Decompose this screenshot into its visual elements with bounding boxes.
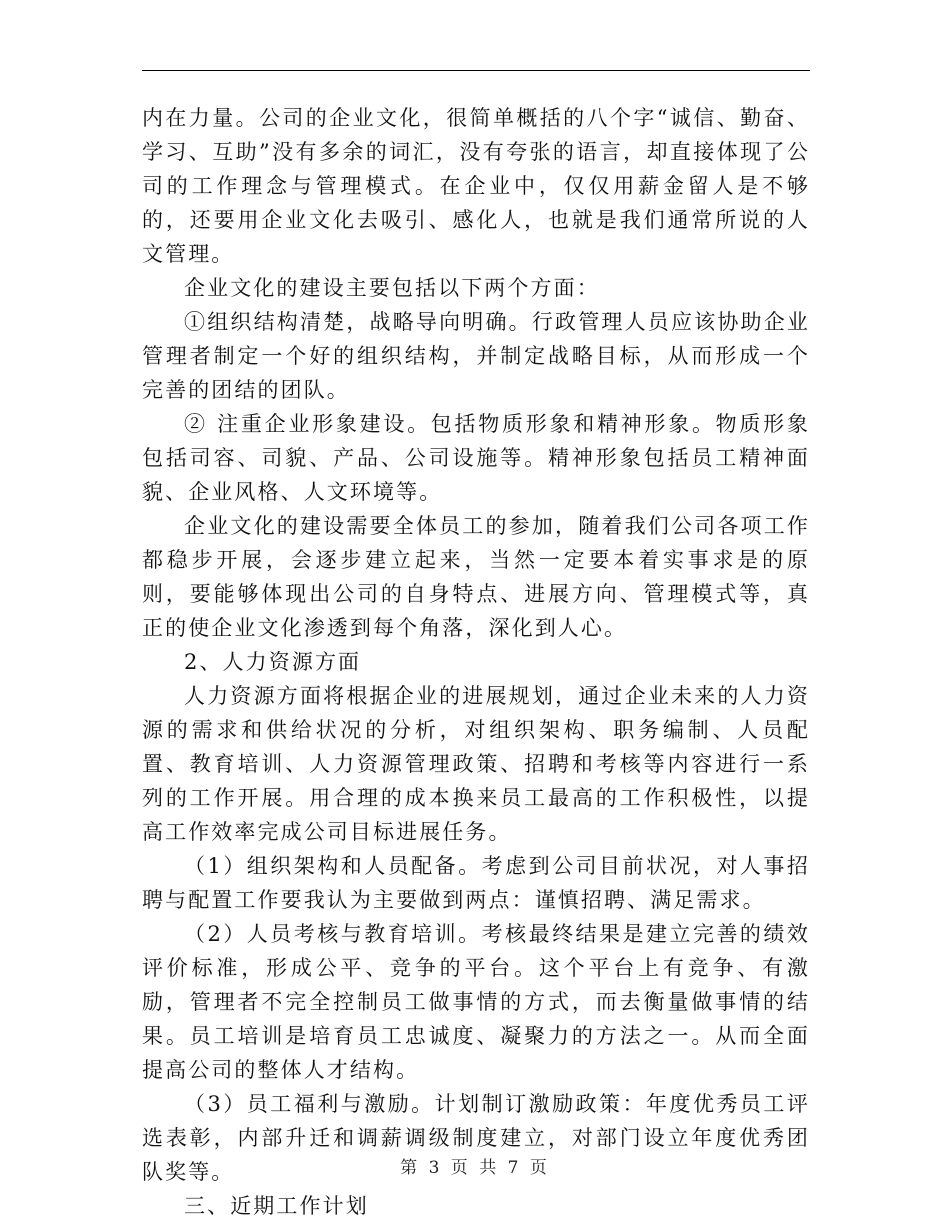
paragraph-org-structure: ①组织结构清楚，战略导向明确。行政管理人员应该协助企业管理者制定一个好的组织结构，并制定战略目标，从而形成一个完善的团结的团队。	[142, 310, 810, 402]
document-body	[142, 101, 810, 1223]
section-heading-hr: 2、人力资源方面	[184, 650, 362, 674]
section-heading-near-term-plan: 三、近期工作计划	[184, 1194, 369, 1218]
paragraph-assessment-training: （2）人员考核与教育培训。考核最终结果是建立完善的绩效评价标准，形成公平、竞争的平台。这个平台上有竞争、有激励，管理者不完全控制员工做事情的方式，而去衡量做事情的结果。员工培训是培育员工忠诚度、凝聚力的方法之一。从而全面提高公司的整体人才结构。	[142, 922, 810, 1082]
paragraph-hr-overview: 人力资源方面将根据企业的进展规划，通过企业未来的人力资源的需求和供给状况的分析，对组织架构、职务编制、人员配置、教育培训、人力资源管理政策、招聘和考核等内容进行一系列的工作开展。用合理的成本换来员工最高的工作积极性，以提高工作效率完成公司目标进展任务。	[142, 684, 810, 844]
paragraph-culture-summary: 内在力量。公司的企业文化，很简单概括的八个字“诚信、勤奋、学习、互助”没有多余的词汇，没有夸张的语言，却直接体现了公司的工作理念与管理模式。在企业中，仅仅用薪金留人是不够的，还要用企业文化去吸引、感化人，也就是我们通常所说的人文管理。	[142, 106, 810, 266]
paragraph-corporate-image: ② 注重企业形象建设。包括物质形象和精神形象。物质形象包括司容、司貌、产品、公司设施等。精神形象包括员工精神面貌、企业风格、人文环境等。	[142, 412, 810, 504]
header-rule	[142, 70, 810, 71]
paragraph-culture-aspects-intro: 企业文化的建设主要包括以下两个方面：	[184, 276, 600, 300]
paragraph-welfare-incentives: （3）员工福利与激励。计划制订激励政策：年度优秀员工评选表彰，内部升迁和调薪调级制度建立，对部门设立年度优秀团队奖等。	[142, 1092, 810, 1184]
paragraph-culture-participation: 企业文化的建设需要全体员工的参加，随着我们公司各项工作都稳步开展，会逐步建立起来，当然一定要本着实事求是的原则，要能够体现出公司的自身特点、进展方向、管理模式等，真正的使企业文化渗透到每个角落，深化到人心。	[142, 514, 810, 640]
page-number-footer: 第 3 页 共 7 页	[400, 1158, 550, 1178]
paragraph-org-staffing: （1）组织架构和人员配备。考虑到公司目前状况，对人事招聘与配置工作要我认为主要做到两点：谨慎招聘、满足需求。	[142, 854, 810, 912]
